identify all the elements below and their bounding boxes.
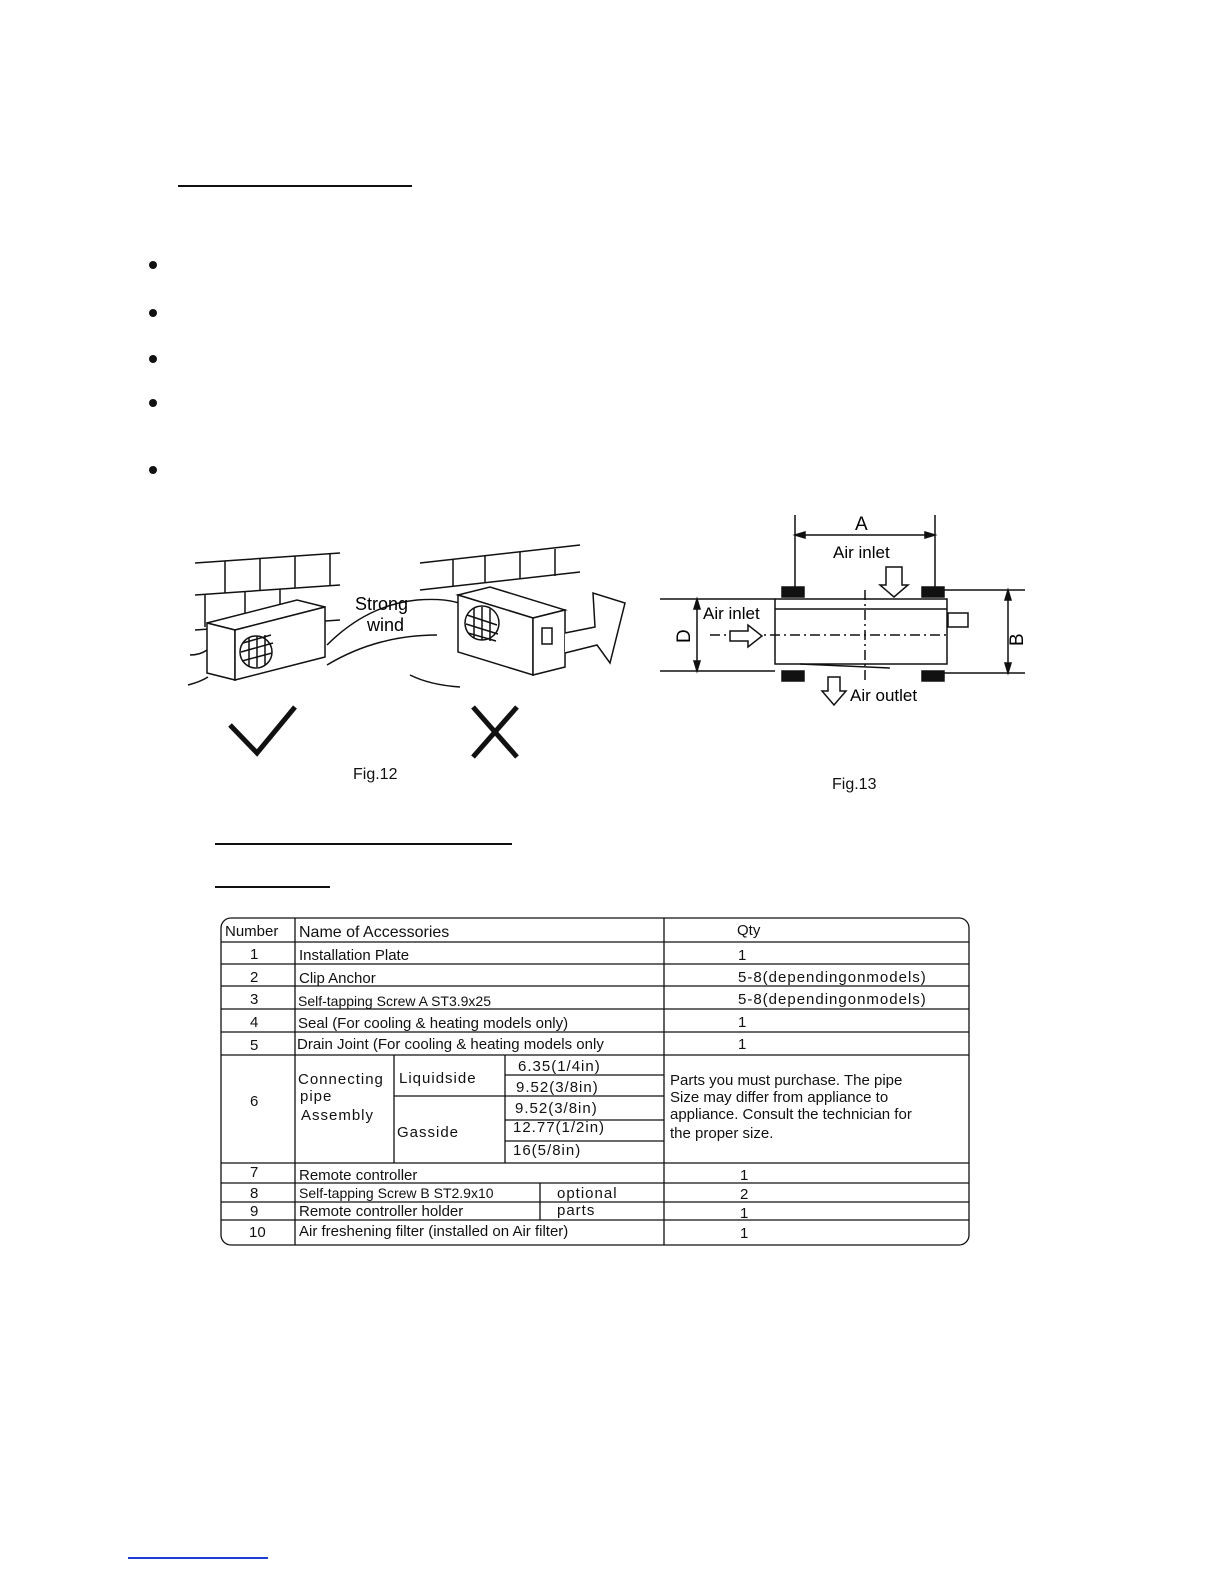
fig13-caption: Fig.13 (832, 776, 877, 793)
pipe-size-4: 12.77(1/2in) (513, 1119, 606, 1136)
header-name: Name of Accessories (299, 924, 450, 941)
row-2-num: 2 (250, 969, 259, 986)
row-5-num: 5 (250, 1037, 259, 1054)
gas-side-label: Gasside (397, 1124, 460, 1141)
wind-label-line1: Strong (355, 594, 409, 614)
row-4-num: 4 (250, 1014, 259, 1031)
row-6-note-line3: appliance. Consult the technician for (670, 1106, 912, 1123)
row-3-qty: 5-8(dependingonmodels) (738, 991, 927, 1008)
optional-parts-line2: parts (557, 1202, 596, 1219)
pipe-size-5: 16(5/8in) (513, 1142, 582, 1159)
row-7-num: 7 (250, 1164, 259, 1181)
pipe-size-2: 9.52(3/8in) (516, 1079, 599, 1096)
air-inlet-top-label: Air inlet (833, 543, 890, 562)
dim-b-label: B (1007, 633, 1028, 646)
row-4-qty: 1 (738, 1014, 747, 1031)
row-1-num: 1 (250, 946, 259, 963)
wind-label-line2: wind (367, 615, 405, 635)
row-7-name: Remote controller (299, 1167, 418, 1184)
row-10-qty: 1 (740, 1225, 749, 1242)
dim-d-label: D (674, 629, 695, 643)
row-9-num: 9 (250, 1203, 259, 1220)
row-6-name-line2: pipe (300, 1088, 333, 1105)
pipe-size-1: 6.35(1/4in) (518, 1058, 601, 1075)
dim-a-label: A (855, 514, 868, 535)
pipe-size-3: 9.52(3/8in) (515, 1100, 598, 1117)
footer-link-underline[interactable] (128, 1557, 268, 1559)
row-8-name: Self-tapping Screw B ST2.9x10 (299, 1185, 494, 1201)
row-5-qty: 1 (738, 1036, 747, 1053)
row-3-num: 3 (250, 991, 259, 1008)
row-2-name: Clip Anchor (299, 970, 376, 987)
row-2-qty: 5-8(dependingonmodels) (738, 969, 927, 986)
row-10-num: 10 (249, 1224, 266, 1241)
row-6-name-line3: Assembly (301, 1107, 375, 1124)
row-1-qty: 1 (738, 947, 747, 964)
row-7-qty: 1 (740, 1167, 749, 1184)
row-6-num: 6 (250, 1093, 259, 1110)
fig12-caption: Fig.12 (353, 766, 398, 783)
row-5-name: Drain Joint (For cooling & heating models only (297, 1036, 604, 1053)
row-8-qty: 2 (740, 1186, 749, 1203)
row-9-qty: 1 (740, 1205, 749, 1222)
air-outlet-label: Air outlet (850, 686, 918, 705)
liquid-side-label: Liquidside (399, 1070, 477, 1087)
header-number: Number (225, 923, 279, 940)
row-8-num: 8 (250, 1185, 259, 1202)
row-6-note-line1: Parts you must purchase. The pipe (670, 1072, 903, 1089)
row-6-note-line2: Size may differ from appliance to (670, 1089, 889, 1106)
air-inlet-left-label: Air inlet (703, 604, 760, 623)
row-4-name: Seal (For cooling & heating models only) (298, 1015, 569, 1032)
row-6-name-line1: Connecting (298, 1071, 384, 1088)
row-1-name: Installation Plate (299, 947, 410, 964)
row-10-name: Air freshening filter (installed on Air filter) (299, 1223, 569, 1240)
optional-parts-line1: optional (557, 1185, 618, 1202)
header-qty: Qty (737, 922, 761, 939)
row-6-note-line4: the proper size. (670, 1125, 774, 1142)
row-9-name: Remote controller holder (299, 1203, 464, 1220)
row-3-name: Self-tapping Screw A ST3.9x25 (298, 993, 491, 1009)
